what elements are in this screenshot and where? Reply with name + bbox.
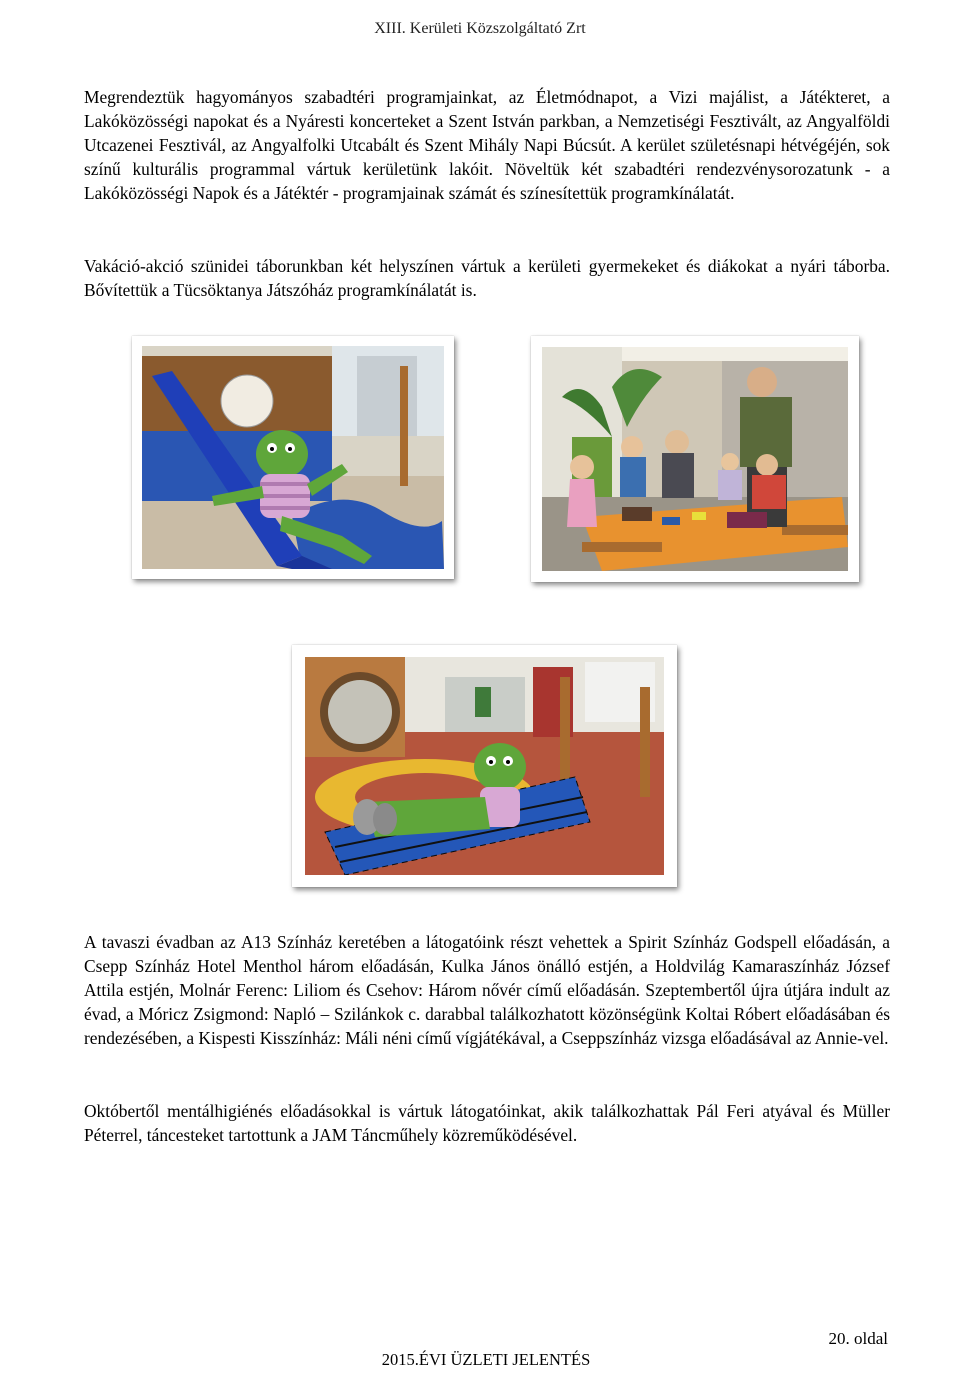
page-footer: 2015.ÉVI ÜZLETI JELENTÉS	[381, 1350, 591, 1369]
photo-crafting-table	[531, 336, 859, 582]
photo-mascot-hammock-image	[305, 657, 664, 875]
page-number: 20. oldal	[828, 1329, 888, 1348]
page-header: XIII. Kerületi Közszolgáltató Zrt	[374, 20, 586, 37]
photo-crafting-table-image	[542, 347, 848, 571]
paragraph-mental-health-talks: Októbertől mentálhigiénés előadásokkal is vártuk látogatóinkat, akik találkozhattak Pál Feri atyával és Müller Péterrel, táncesteket tartottunk a JAM Táncműhely közreműködésével.	[84, 1101, 890, 1145]
paragraph-theatre-season: A tavaszi évadban az A13 Színház keretében a látogatóink részt vehettek a Spirit Színház Godspell előadásán, a Csepp Színház Hotel Menthol három előadásán, Kulka János önálló estjén, a Holdvilág Kamaraszínház József Attila estjén, Molnár Ferenc: Liliom és Csehov: Három nővér című előadásán. Szeptembertől újra útjára indult az évad, a Móricz Zsigmond: Napló – Szilánkok c. darabbal találkozhatott közönségünk Koltai Róbert előadásában és rendezésében, a Kispesti Kisszínház: Máli néni című vígjátékával, a Cseppszínház vizsga előadásával az Annie-vel.	[84, 932, 890, 1048]
photo-mascot-slide-image	[142, 346, 444, 569]
paragraph-summer-camp: Vakáció-akció szünidei táborunkban két helyszínen vártuk a kerületi gyermekeket és diákokat a nyári táborba. Bővítettük a Tücsöktanya Játszóház programkínálatát is.	[84, 256, 890, 300]
paragraph-outdoor-programs: Megrendeztük hagyományos szabadtéri programjainkat, az Életmódnapot, a Vizi majálist, a Játékteret, a Lakóközösségi napokat és a Nyáresti koncerteket a Szent István parkban, a Nemzetiségi Fesztivált, az Angyalföldi Utcazenei Fesztivál, az Angyalfolki Utcabált és Szent Mihály Napi Búcsút. A kerület születésnapi hétvégéjén, sok színű kulturális programmal vártuk kerületünk lakóit. Növeltük két szabadtéri rendezvénysorozatunk - a Lakóközösségi Napok és a Játéktér - programjainak számát és színesítettük programkínálatát.	[84, 87, 890, 203]
photo-mascot-hammock	[292, 645, 677, 887]
photo-mascot-slide	[132, 336, 454, 579]
